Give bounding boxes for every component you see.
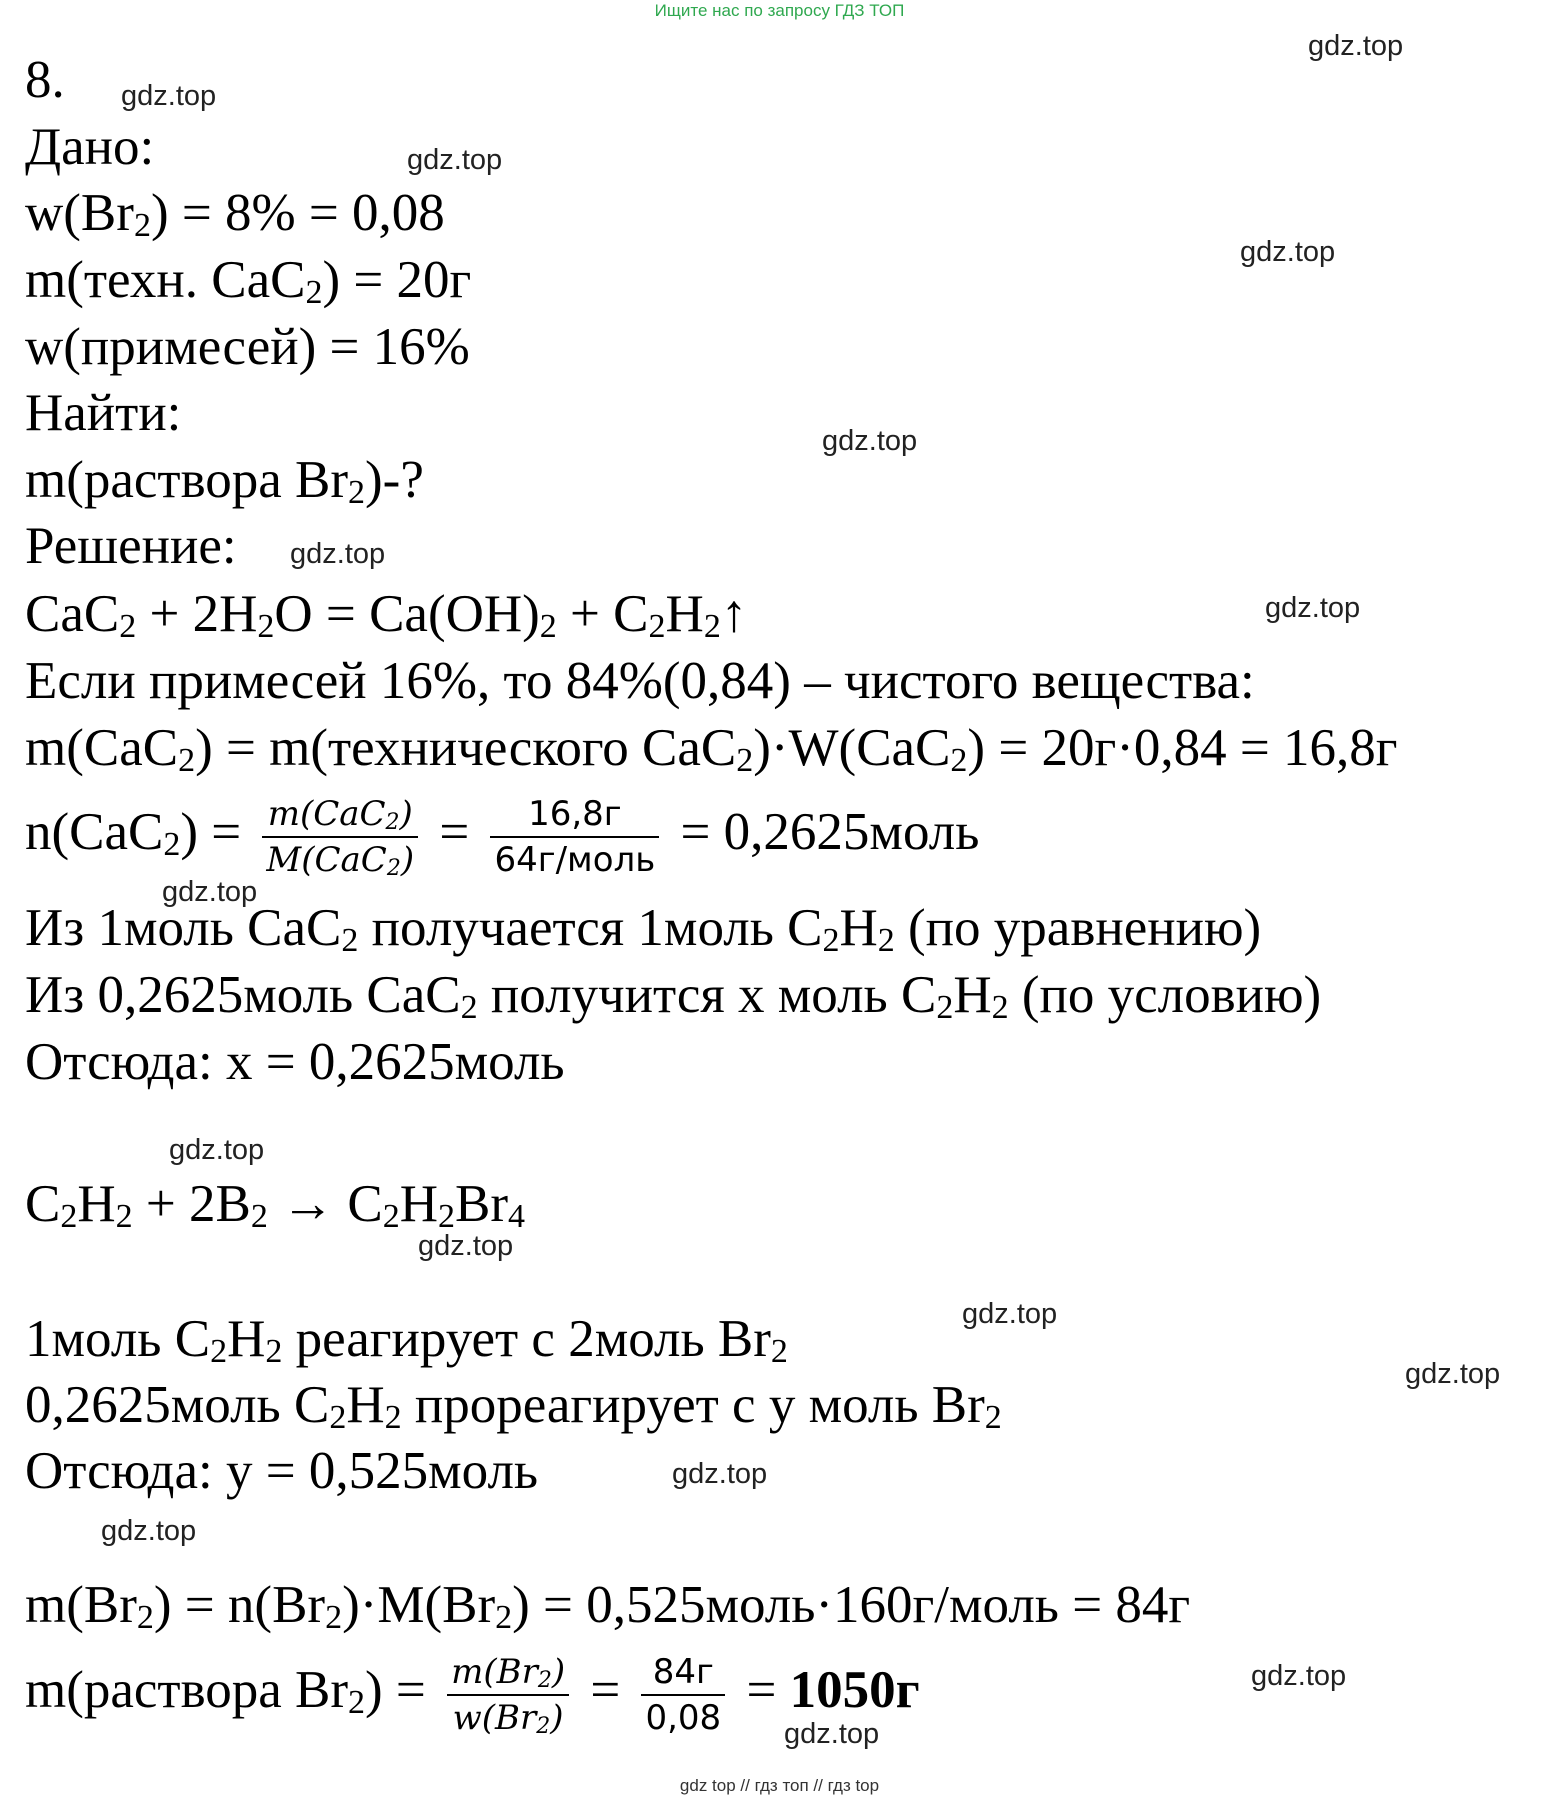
watermark: gdz.top <box>418 1230 514 1262</box>
watermark: gdz.top <box>962 1298 1058 1330</box>
find-target: m(раствора $Br_2)-$? <box>25 451 424 511</box>
m-br2-calc: $m(Br_2) = n(Br_2)\cdot M(Br_2)$ = 0,525моль·160г/моль = 84г <box>25 1576 1191 1636</box>
reaction-1: $CaC_2 + 2H_2O = Ca(OH)_2$ + $C_2H_2↑$ <box>25 585 748 645</box>
top-banner: Ищите нас по запросу ГДЗ ТОП <box>654 1 905 20</box>
footer-links: gdz top // гдз топ // гдз top <box>679 1776 880 1795</box>
m-solution-calc: m(раствора $Br_2$) = $\frac{m(Br_2)}{w(Br_2)}$ = $\frac{84г}{0,08}$ = 1050г <box>25 1651 920 1739</box>
impurity-text: Если примесей 16%, то 84%(0,84) – чистого вещества: <box>25 652 1255 710</box>
value-fraction: $\frac{16,8г}{\text{64г/моль}}$ <box>490 792 659 882</box>
value-fraction: $\frac{84г}{0,08}$ <box>641 1650 725 1740</box>
watermark: gdz.top <box>1405 1358 1501 1390</box>
watermark: gdz.top <box>1308 30 1404 62</box>
watermark: gdz.top <box>290 538 386 570</box>
watermark: gdz.top <box>784 1718 880 1750</box>
watermark: gdz.top <box>407 144 503 176</box>
watermark: gdz.top <box>822 425 918 457</box>
reaction-2: $C_2H_2 + 2B_2 \to C_2H_2Br_4$ <box>25 1175 526 1235</box>
watermark: gdz.top <box>169 1134 265 1166</box>
given-m-tech: m(техн. CaC$_2$) = 20г <box>25 251 472 311</box>
y-result: Отсюда: y = 0,525моль <box>25 1442 539 1500</box>
ratio-1: Из 1моль CaC$_2$ получается 1моль $C_2H_2$ (по уравнению) <box>25 899 1262 959</box>
watermark: gdz.top <box>121 80 217 112</box>
problem-number: 8. <box>25 51 65 109</box>
x-result: Отсюда: x = 0,2625моль <box>25 1033 565 1091</box>
given-label: Дано: <box>25 118 155 176</box>
watermark: gdz.top <box>1265 592 1361 624</box>
watermark: gdz.top <box>162 876 258 908</box>
solution-label: Решение: <box>25 517 237 575</box>
molar-fraction: $\frac{m(CaC_2)}{M(CaC_2)}$ <box>262 792 418 882</box>
given-w-br2: $w(Br_2) = 8\% = 0,08$ <box>25 184 445 244</box>
find-label: Найти: <box>25 384 182 442</box>
mass-fraction: $\frac{m(Br_2)}{w(Br_2)}$ <box>447 1650 569 1740</box>
ratio-3: 1моль $C_2H_2$ реагирует с 2моль $Br_2$ <box>25 1310 788 1370</box>
m-cac2-calc: m(CaC$_2$) = m(технического CaC$_2$)·W(CaC$_2$) = 20г·0,84 = 16,8г <box>25 719 1398 779</box>
watermark: gdz.top <box>101 1515 197 1547</box>
given-w-impurities: w(примесей) = 16% <box>25 318 470 376</box>
ratio-2: Из 0,2625моль CaC$_2$ получится x моль $C_2H_2$ (по условию) <box>25 966 1322 1026</box>
n-cac2-calc: n(CaC$_2$) = $\frac{m(CaC_2)}{M(CaC_2)}$ = $\frac{16,8г}{\text{64г/моль}}$ = 0,2625моль <box>25 793 980 881</box>
watermark: gdz.top <box>672 1458 768 1490</box>
watermark: gdz.top <box>1240 236 1336 268</box>
watermark: gdz.top <box>1251 1660 1347 1692</box>
ratio-4: 0,2625моль $C_2H_2$ прореагирует с y моль $Br_2$ <box>25 1376 1002 1436</box>
final-answer: 1050г <box>789 1661 920 1719</box>
